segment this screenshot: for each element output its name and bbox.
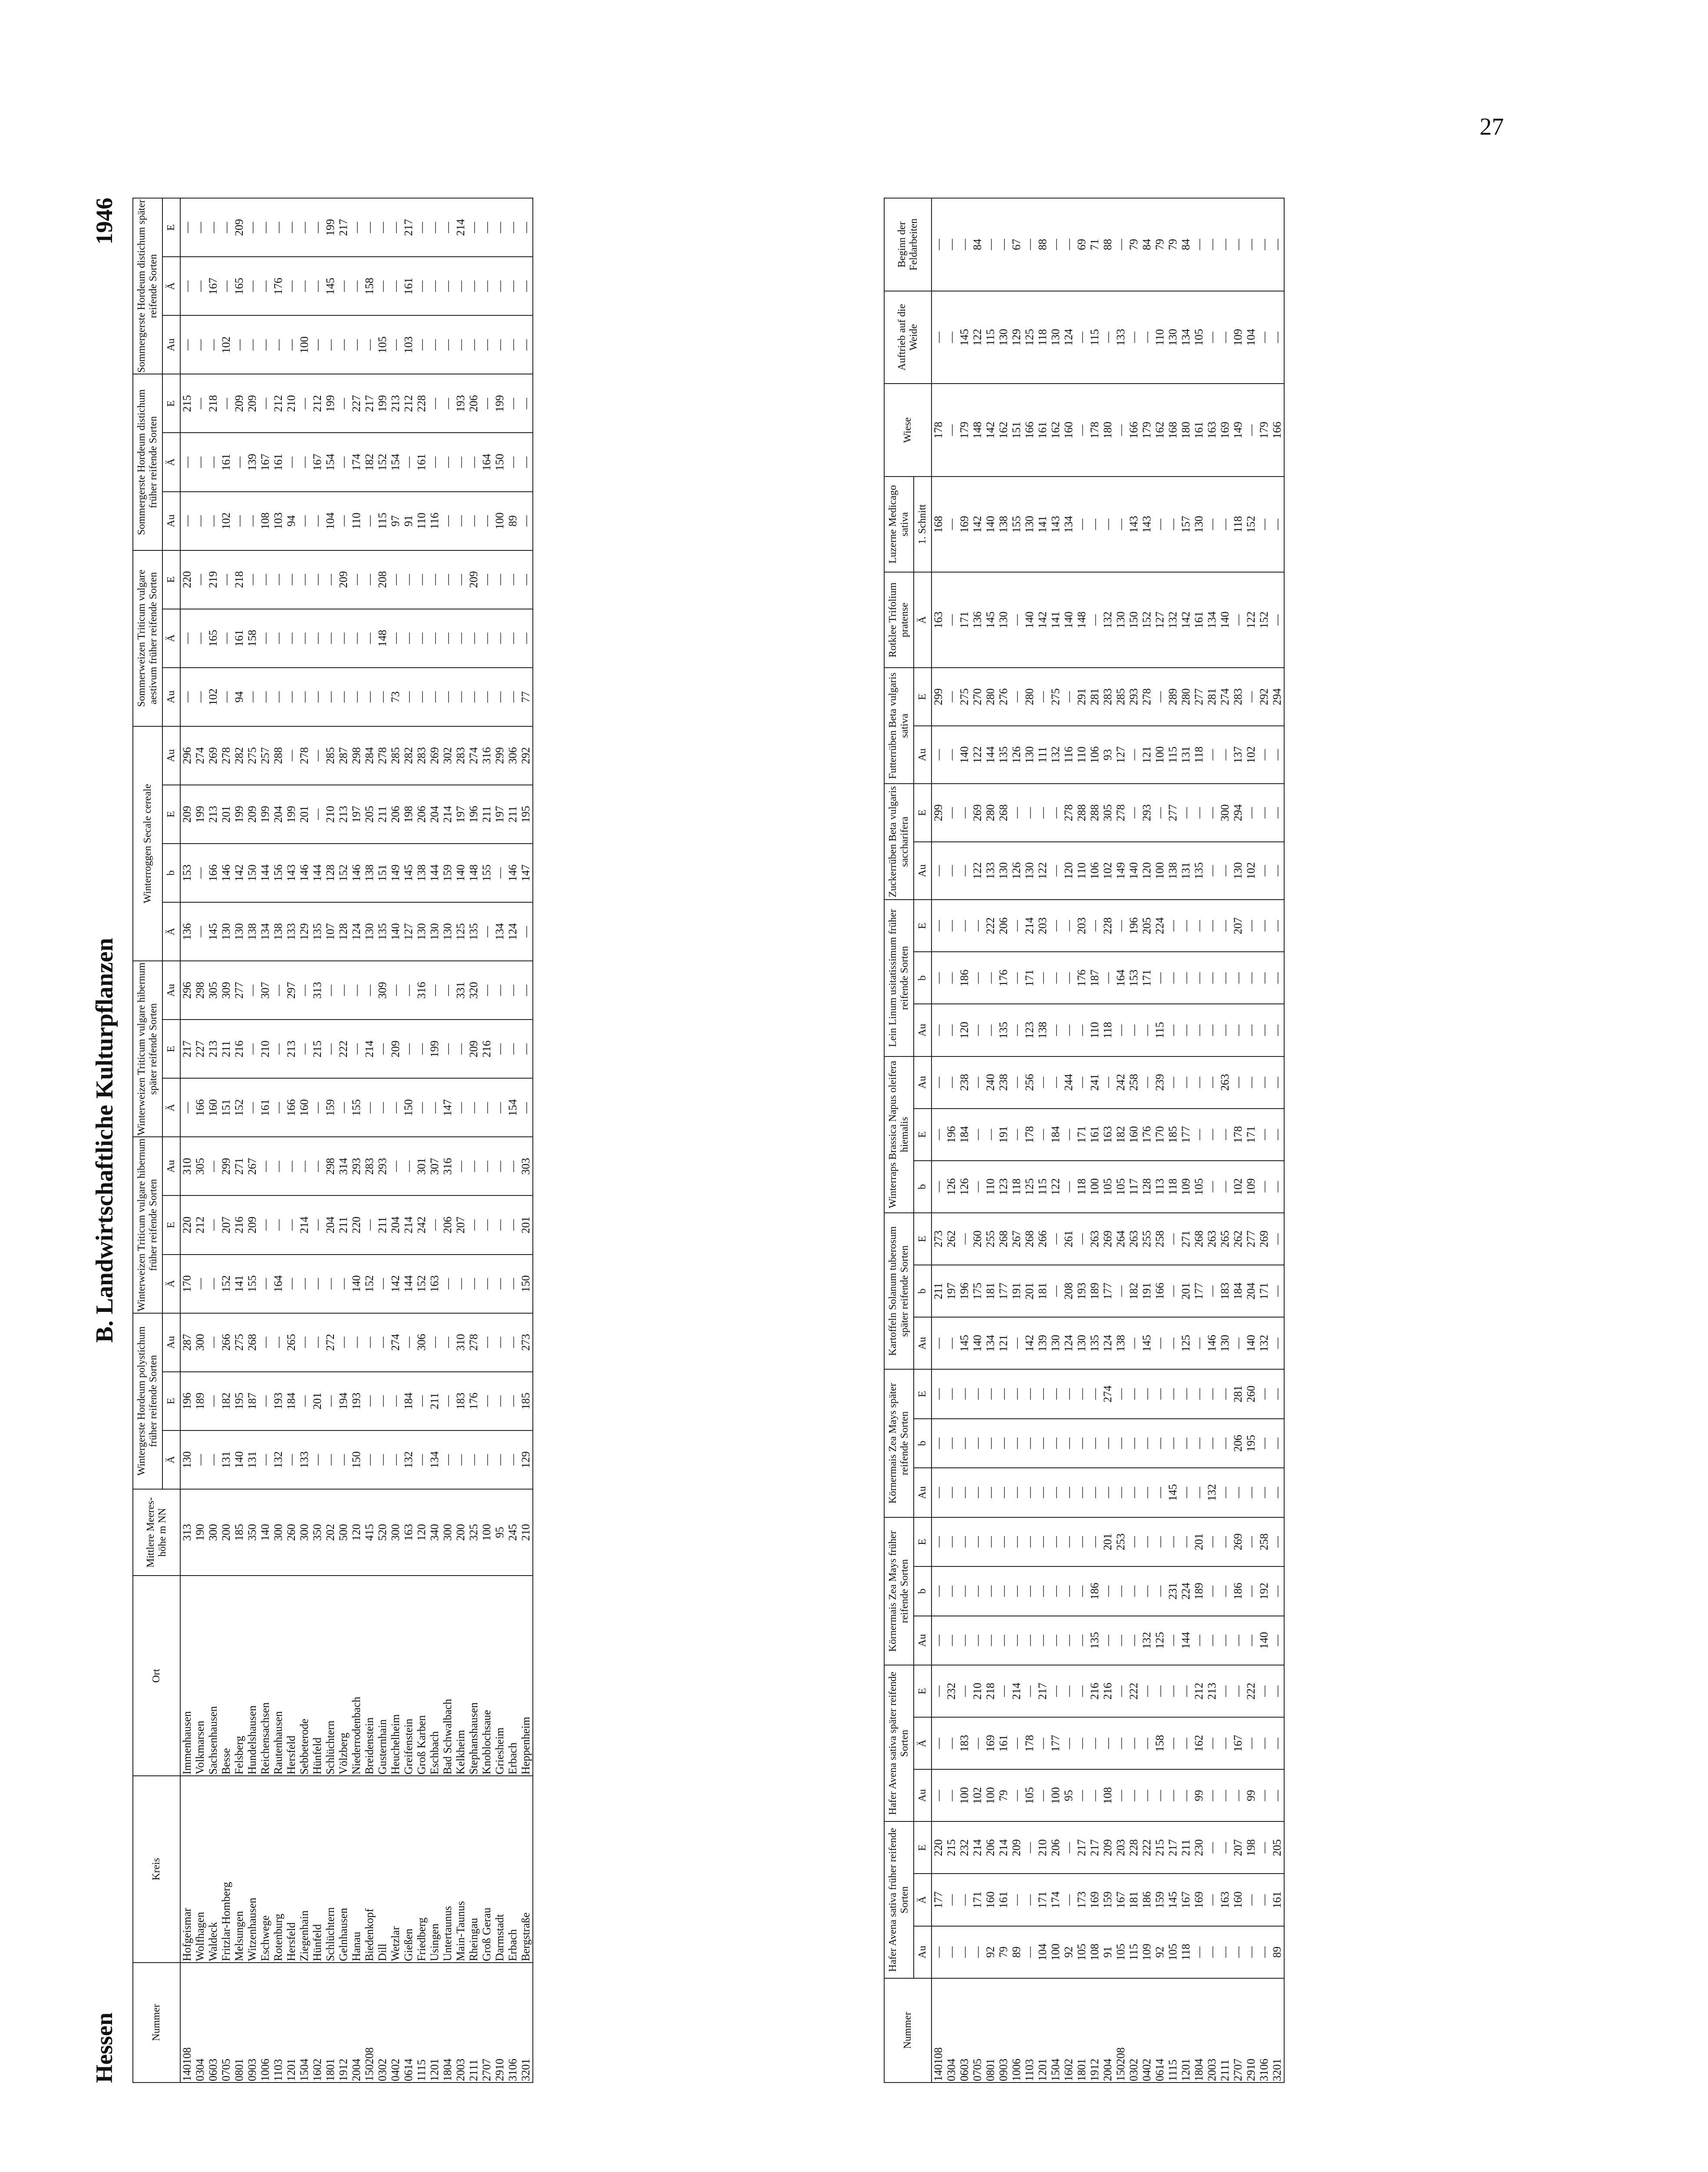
sub-au: Au <box>914 1926 932 1978</box>
col-m1-au: — — — — — — — — — — — — 135 — — — 132 125 — 144 — — — — — 140 — <box>932 1616 1284 1665</box>
header-luzerne: Luzerne Medicago sativa <box>884 477 914 572</box>
col-r-b: — 126 126 — 110 123 118 125 115 122 — 118 100 105 105 117 128 113 118 109 105 — — 102 109 — — <box>932 1161 1284 1213</box>
header-hafer-spaet: Hafer Avena sativa später reifende Sorten <box>884 1665 914 1821</box>
sub-au: Au <box>914 1056 932 1109</box>
sub-e: E <box>914 1369 932 1418</box>
col-nummer: 140108 0304 0603 0705 0801 0903 1006 1103 1201 1504 1602 1801 1912 2004 150208 0302 0402 0614 1115 1201 1804 2003 2111 2707 2910 3106 3201 <box>180 1963 533 2083</box>
col-l-b: — — 186 — — 176 — 171 — — — 176 187 — 164 153 171 — — — — — — — — — — <box>932 952 1284 1004</box>
header-zuckerrueben: Zuckerrüben Beta vulgaris saccharifera <box>884 784 914 900</box>
sub-b: b <box>162 844 180 902</box>
col-kreis: Hofgeismar Wolfhagen Waldeck Fritzlar-Homberg Melsungen Witzenhausen Eschwege Rotenburg Hersfeld Ziegenhain Hünfeld Schlüchtern Gelnhausen Hanau Biedenkopf Dill Wetzlar Gießen Friedberg Usingen Untertaunus Main-Taunus Rheingau Groß Gerau Darmstadt Erbach Bergstraße <box>180 1776 533 1963</box>
header-kartoffeln: Kartoffeln Solanum tuberosum später reifende Sorten <box>884 1213 914 1369</box>
sub-au: Au <box>162 726 180 785</box>
sub-e: E <box>162 1020 180 1078</box>
sub-e: E <box>914 784 932 841</box>
col-h2-a: — — 183 — 169 161 — 178 — 177 — — — — — — — 158 — — 162 — — 167 — — — <box>932 1717 1284 1769</box>
header-sommergerste-frueh: Sommergerste Hordeum distichum früher reifende Sorten <box>133 374 162 550</box>
sub-a: Ä <box>162 609 180 668</box>
col-f-e: 299 — 275 270 280 276 — 280 — 275 — 291 281 283 285 293 278 — 289 280 277 281 274 283 — 292 294 <box>932 668 1284 725</box>
col-sg2-e: — — — — 209 — — — — — — 199 217 — — — — 217 — — — 214 — — — — — <box>180 198 533 257</box>
col-m1-b: — — — — — — — — — — — — 186 — — — — — 231 224 189 — — 186 — 192 — <box>932 1566 1284 1616</box>
sub-au: Au <box>914 1769 932 1821</box>
col-rk-a: 163 — 171 136 145 130 — 140 142 141 140 148 — 132 130 150 152 127 132 142 161 134 140 — 122 152 — <box>932 572 1284 668</box>
col-sg2-au: — — — 102 — — — — — 100 — — — — — 105 — 103 — — — — — — — — — <box>180 315 533 374</box>
page-number: 27 <box>1480 113 1504 140</box>
col-sg1-a: — — — 161 — 139 167 161 — — 167 154 — 174 182 152 154 — 161 — — — — 164 150 — — <box>180 433 533 491</box>
col-wr-b: 153 — 166 146 142 150 144 156 143 146 144 128 152 146 138 151 149 145 138 144 159 140 148 155 — 146 147 <box>180 844 533 902</box>
col-wg-au: 287 300 — 266 275 268 — — 265 — — 272 — — — — 274 — 306 — — 310 278 — — — 273 <box>180 1313 533 1372</box>
col-ww2-au: 296 298 305 309 277 — 307 — 297 — 313 — — — — 309 — — 316 — — 331 320 — — — — <box>180 961 533 1020</box>
sub-e: E <box>162 785 180 844</box>
col-lz-e: 168 — 169 142 140 138 155 130 141 143 134 — — — — 143 143 — — 157 130 — — 118 152 — — <box>932 477 1284 572</box>
col-ww2-a: — 166 160 151 152 — 161 — 166 160 — 159 — 155 — — — 150 — — 147 — — — — 154 — <box>180 1078 533 1137</box>
header-winterraps: Winterraps Brassica Napus oleifera hiemalis <box>884 1056 914 1213</box>
header-hoehe: Mittlere Meeres-höhe m NN <box>133 1489 180 1576</box>
col-hoehe: 313 190 300 200 185 350 140 300 260 300 350 202 500 120 415 520 300 163 120 340 300 200 325 100 95 245 210 <box>180 1489 533 1576</box>
col-r-au: — — 238 — 240 238 — 256 — — 244 — 241 — 242 258 — 239 — — — — 263 — — — — <box>932 1056 1284 1109</box>
data-row <box>180 198 533 2083</box>
sub-a: Ä <box>914 1717 932 1769</box>
col-wg-a: 130 — — 131 140 131 — 132 — 133 — — — 150 — — — 132 — 134 — — — — — — 129 <box>180 1430 533 1489</box>
sub-e: E <box>162 374 180 433</box>
col-k-e: 273 262 — 260 255 268 267 268 266 — 261 — 263 269 264 263 255 258 — 271 268 263 265 262 277 269 — <box>932 1213 1284 1265</box>
col-ort: Immenhausen Volkmarsen Sachsenhausen Besse Felsberg Hundelshausen Reichensachsen Rautenhausen Hersfeld Sebbeterode Hünfeld Schlüchtern Völzberg Niederrodenbach Breidenstein Gusternhain Heuchelheim Greifenstein Groß Karben Eschbach Bad Schwalbach Kelkheim Stephanshausen Knoblochsaue Griesheim Erbach Heppenheim <box>180 1576 533 1776</box>
sub-a: Ä <box>162 257 180 315</box>
sub-b: b <box>914 1161 932 1213</box>
page-header <box>85 198 124 2083</box>
col-wg-e: 196 189 — 182 195 187 — 193 184 — 201 — 194 193 — — — 184 — 211 — 183 176 — — — 185 <box>180 1372 533 1430</box>
sub-e: E <box>914 668 932 725</box>
sub-au: Au <box>914 1317 932 1369</box>
header-winterweizen-frueh: Winterweizen Triticum vulgare hibernum früher reifende Sorten <box>133 1137 162 1313</box>
col-sw-e: 220 — 219 — 218 — — — — — — — 209 — — 208 — — — — — — 209 — — — — <box>180 550 533 609</box>
sub-au: Au <box>914 1004 932 1056</box>
table-forage-roots <box>884 198 1285 2083</box>
sub-e: E <box>914 1665 932 1717</box>
col-k-b: 211 197 196 175 181 177 191 201 181 — 208 193 189 177 — 182 191 166 — 201 177 — 183 184 204 171 — <box>932 1265 1284 1317</box>
sub-a: Ä <box>162 433 180 491</box>
col-l-au: — — 120 — — 135 — 123 138 — — — 110 118 — — — 115 — — — — — — — — — <box>932 1004 1284 1056</box>
sub-au: Au <box>162 668 180 726</box>
sub-e: E <box>162 1372 180 1430</box>
col-wr-e: 209 199 213 201 199 209 199 204 199 201 — 210 213 197 205 211 206 198 206 204 214 197 196 211 197 211 195 <box>180 785 533 844</box>
sub-schnitt: 1. Schnitt <box>914 477 932 572</box>
sub-b: b <box>914 1566 932 1616</box>
header-nummer: Nummer <box>884 1978 932 2083</box>
col-h1-e: 220 215 232 214 206 214 209 — 210 206 — 217 217 209 203 228 222 215 217 211 230 — — 207 198 — 205 <box>932 1821 1284 1874</box>
sub-e: E <box>914 1517 932 1566</box>
col-z-au: — — — 122 133 130 126 130 122 — 120 110 106 102 149 140 120 100 138 131 135 — — 130 102 — — <box>932 842 1284 900</box>
sub-au: Au <box>914 1468 932 1517</box>
col-h1-a: 177 — — 171 160 161 — — 171 174 — 173 169 159 167 181 186 159 145 167 169 — 163 160 — — 161 <box>932 1874 1284 1926</box>
header-mais-spaet: Körnermais Zea Mays später reifende Sorten <box>884 1369 914 1517</box>
sub-b: b <box>914 1419 932 1468</box>
sub-au: Au <box>162 315 180 374</box>
header-winterweizen-spaet: Winterweizen Triticum vulgare hibernum später reifende Sorten <box>133 961 162 1137</box>
header-rotklee: Rotklee Trifolium pratense <box>884 572 914 668</box>
sub-e: E <box>914 1213 932 1265</box>
col-m2-au: — — — — — — — — — — — — — — — — — — 145 — — 132 — — — — — <box>932 1468 1284 1517</box>
section-title: B. Landwirtschaftliche Kulturpflanzen <box>91 938 118 1343</box>
header-hafer-frueh: Hafer Avena sativa früher reifende Sorten <box>884 1821 914 1978</box>
header-nummer: Nummer <box>133 1963 180 2083</box>
col-ww1-e: 220 212 — 207 216 209 — — — 214 — 204 211 220 — 211 204 214 242 — 206 207 — — — — 201 <box>180 1195 533 1254</box>
col-f-au: — — 140 122 144 135 126 130 111 132 116 110 106 93 127 — 121 100 115 131 118 — — 137 102 — — <box>932 726 1284 784</box>
year-label: 1946 <box>91 198 117 245</box>
col-sg1-e: 215 — 218 — 209 209 — 212 210 — 212 199 — 227 217 199 213 212 228 — — 193 206 — 199 — — <box>180 374 533 433</box>
header-winterroggen: Winterroggen Secale cereale <box>133 726 162 961</box>
header-row-groups <box>884 198 914 2083</box>
data-row <box>932 198 1284 2083</box>
col-l-e: — — — — 222 206 — 214 203 — — 203 — 228 — 196 205 224 — — — — — 207 — — — <box>932 900 1284 952</box>
col-h2-au: — — 100 102 100 79 — 105 — 100 95 — — 108 — — — — — — 99 — — — 99 — — <box>932 1769 1284 1821</box>
col-ww2-e: 217 227 213 211 216 — 210 — 213 — 215 — 222 — 214 — 209 — — 199 — — 209 216 — — — <box>180 1020 533 1078</box>
col-wr-a: 136 — 145 130 130 138 134 138 133 129 135 107 128 124 130 135 140 127 130 130 130 125 135 — 134 124 — <box>180 902 533 961</box>
rotated-page <box>85 198 1579 2083</box>
sub-e: E <box>162 1195 180 1254</box>
col-m1-e: — — — — — — — — — — — — — 201 253 — — — — — 201 — — 269 — 258 — <box>932 1517 1284 1566</box>
col-h1-au: — — — — 92 79 89 — 104 100 92 105 108 91 105 115 109 92 105 118 — — — — — — 89 <box>932 1926 1284 1978</box>
col-sw-au: — — 102 — 94 — — — — — — — — — — — 73 — — — — — — — — — 77 <box>180 668 533 726</box>
col-sg1-au: — — — 102 — — 108 103 94 — — 104 — 110 — 115 97 91 110 116 — — — — 100 89 — <box>180 492 533 550</box>
col-ww1-au: 310 305 — 299 271 267 — — — — — 298 314 293 283 293 — — 301 307 316 — — — — — 303 <box>180 1137 533 1195</box>
sub-a: Ä <box>162 1255 180 1313</box>
col-sw-a: — — 165 — 161 158 — — — — — — — — — 148 — — — — — — — — — — — <box>180 609 533 668</box>
sub-au: Au <box>914 726 932 784</box>
col-h2-e: — 232 — 210 218 — 214 — 217 — — — 216 216 — 222 — — — — 212 213 — — 222 — — <box>932 1665 1284 1717</box>
col-k-au: — — 145 140 134 121 — 142 139 130 124 130 135 124 138 — 145 — — 125 — 146 130 — 140 132 — <box>932 1317 1284 1369</box>
col-sg2-a: — — 167 — 165 — — 176 — — — 145 — — 158 — — 161 — — — — — — — — — <box>180 257 533 315</box>
header-wiese: Wiese <box>884 384 932 477</box>
sub-a: Ä <box>162 1430 180 1489</box>
sub-e: E <box>162 198 180 257</box>
header-row-sub <box>914 198 932 2083</box>
header-kreis: Kreis <box>133 1776 180 1963</box>
header-sommergerste-spaet: Sommergerste Hordeum distichum später reifende Sorten <box>133 198 162 374</box>
col-z-e: 299 — — 269 280 268 — — — — 278 288 288 305 278 — 293 — 277 — — — 300 294 — — — <box>932 784 1284 841</box>
state-label: Hessen <box>91 2013 117 2083</box>
col-wiese: 178 — 179 148 142 162 151 166 161 162 160 — 178 180 — 166 179 162 168 180 161 163 169 149 — 179 166 <box>932 384 1284 477</box>
sub-a: Ä <box>162 902 180 961</box>
col-weide: — — 145 122 115 130 129 125 118 130 124 — 115 — 133 — — 110 130 134 105 — — 109 104 — — <box>932 291 1284 384</box>
col-r-e: — 196 184 — — 191 — 178 — 184 — 171 161 163 182 160 176 170 185 177 — — — 178 171 — — <box>932 1109 1284 1161</box>
header-lein: Lein Linum usitatissimum früher reifende Sorten <box>884 900 914 1056</box>
col-feld: — — — 84 — — 67 — 88 — — 69 71 88 — 79 84 79 79 84 — — — — — — — <box>932 198 1284 291</box>
sub-e: E <box>162 550 180 609</box>
sub-a: Ä <box>914 1874 932 1926</box>
sub-au: Au <box>162 492 180 550</box>
sub-au: Au <box>162 1137 180 1195</box>
col-m2-b: — — — — — — — — — — — — — — — — — — — — — — — 206 195 — — <box>932 1419 1284 1468</box>
sub-e: E <box>914 1109 932 1161</box>
col-nummer: 140108 0304 0603 0705 0801 0903 1006 1103 1201 1504 1602 1801 1912 2004 150208 0302 0402 0614 1115 1201 1804 2003 2111 2707 2910 3106 3201 <box>932 1978 1284 2083</box>
sub-au: Au <box>914 1616 932 1665</box>
header-wintergerste: Wintergerste Hordeum polystichum früher reifende Sorten <box>133 1313 162 1489</box>
header-weide: Auftrieb auf die Weide <box>884 291 932 384</box>
sub-au: Au <box>162 1313 180 1372</box>
header-sommerweizen: Sommerweizen Triticum vulgare aestivum früher reifende Sorten <box>133 550 162 726</box>
sub-e: E <box>914 900 932 952</box>
header-ort: Ort <box>133 1576 180 1776</box>
sub-b: b <box>914 1265 932 1317</box>
sub-au: Au <box>914 842 932 900</box>
sub-e: E <box>914 1821 932 1874</box>
header-futterrueben: Futterrüben Beta vulgaris sativa <box>884 668 914 784</box>
landscape-frame <box>85 198 1579 2083</box>
header-mais-frueh: Körnermais Zea Mays früher reifende Sorten <box>884 1517 914 1665</box>
sub-a: Ä <box>914 572 932 668</box>
col-wr-au: 296 274 269 278 282 275 257 288 — 278 — 285 287 298 284 278 285 282 283 269 302 283 274 316 299 306 292 <box>180 726 533 785</box>
sub-au: Au <box>162 961 180 1020</box>
header-feldarbeiten: Beginn der Feldarbeiten <box>884 198 932 291</box>
col-ww1-a: 170 — — 152 141 155 — 164 — — — — — 140 152 — 142 144 152 163 — — — — — — 150 <box>180 1255 533 1313</box>
col-m2-e: — — — — — — — — — — — — — 274 — — — — — — — — — 281 260 — — <box>932 1369 1284 1418</box>
sub-a: Ä <box>162 1078 180 1137</box>
table-cereals <box>132 198 533 2083</box>
header-row-groups <box>133 198 162 2083</box>
sub-b: b <box>914 952 932 1004</box>
